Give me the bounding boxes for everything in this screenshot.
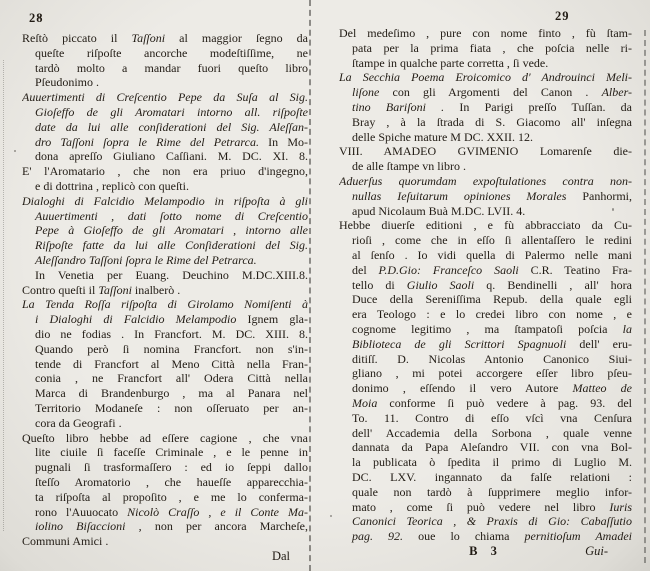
- italic-text-segment: Pepe à Gioſeffo de gli Aromatari , intorno alle: [35, 223, 308, 238]
- italic-text-segment: P.D.Gio: Franceſco Saoli: [378, 262, 519, 277]
- text-segment: non per ancora Marcheſe,: [141, 519, 308, 534]
- page-edge-mark-left: [3, 60, 4, 531]
- text-segment: era Teologo : e lo credei libro con nome , e: [352, 307, 632, 322]
- text-line: [22, 342, 308, 357]
- text-line: [22, 268, 308, 283]
- text-line: [339, 248, 632, 263]
- text-segment: Quando però ſi nomina Francfort. non s'in-: [35, 341, 308, 356]
- text-line: [22, 490, 308, 505]
- left-page-column: [22, 31, 308, 564]
- text-line: [339, 396, 632, 411]
- text-line: [339, 233, 632, 248]
- text-line: [22, 253, 308, 268]
- text-line: [339, 218, 632, 233]
- text-segment: delle Spiche mature M DC. XXII. 12.: [352, 129, 533, 144]
- text-segment: al ſenſo . Io vidi quella di Palermo nelle mani: [352, 247, 632, 262]
- text-line: [339, 26, 632, 41]
- italic-text-segment: Biblioteca de gli Scrittori Spagnuoli: [352, 336, 567, 351]
- text-segment: ditiſſ. D. Nicolas Antonio Canonico Siui-: [352, 351, 632, 366]
- text-line: [22, 519, 308, 534]
- text-segment: In Venetia per Euang. Deuchino M.DC.XIII.8.: [35, 267, 308, 282]
- text-segment: del: [352, 262, 379, 277]
- page-edge-mark-right: [644, 30, 646, 563]
- text-segment: Duce della Sereniſſima Repub. della quale egli: [352, 292, 632, 307]
- text-segment: Ignem gla-: [247, 312, 308, 327]
- italic-text-segment: dro Taſſoni ſopra le Rime del Petrarca.: [35, 134, 259, 149]
- text-segment: lite ciuile ſi faceſſe Criminale , e le penne in: [35, 445, 308, 460]
- text-segment: C.R. Teatino Fra-: [518, 262, 632, 277]
- text-segment: ſtampe in qualche parte corretta , ſi vede.: [352, 55, 549, 70]
- text-line: [339, 41, 632, 56]
- text-line: [339, 278, 632, 293]
- text-line: [22, 386, 308, 401]
- text-line: [339, 485, 632, 500]
- text-segment: Reſtò piccato il: [22, 31, 132, 45]
- text-segment: dannata da Papa Aleſandro VII. con vna Bol-: [352, 440, 632, 455]
- text-segment: Queſto libro hebbe ad eſſere cagione , che vna: [22, 430, 308, 445]
- text-segment: cognome legitimo , ma ſtampatoſi poſcia: [352, 321, 623, 336]
- right-page-text: [339, 26, 632, 544]
- text-line: [22, 357, 308, 372]
- text-line: [339, 204, 632, 219]
- column-divider: [309, 0, 311, 571]
- italic-text-segment: Nicolò Craſſo , e il Conte Ma-: [127, 504, 308, 519]
- text-segment: mato , come ſi può vedere nel libro: [352, 499, 610, 514]
- italic-text-segment: Dialoghi di Falcidio Melampodio in riſpoſta à gli: [22, 193, 308, 208]
- italic-text-segment: Auuertimenti di Creſcentio Pepe da Suſa al Sig.: [22, 90, 308, 105]
- text-line: [339, 174, 632, 189]
- text-segment: Hebbe diuerſe editioni , e fù abbracciato da Cu-: [339, 218, 632, 233]
- text-line: [22, 164, 308, 179]
- text-line: [339, 455, 632, 470]
- text-line: [339, 337, 632, 352]
- italic-text-segment: Iuris: [609, 499, 632, 514]
- text-segment: VIII. AMADEO GVIMENIO Lomarenſe die-: [339, 144, 632, 159]
- text-segment: dell' eru-: [566, 336, 632, 351]
- text-line: [22, 46, 308, 61]
- text-segment: DC. LXV. ingannato da falſe relationi :: [352, 469, 632, 484]
- text-line: [22, 120, 308, 135]
- italic-text-segment: date da lui alle conſiderationi del Sig. Aleſſan-: [35, 119, 308, 134]
- text-line: [339, 470, 632, 485]
- text-segment: queſte riſpoſte ancorche modeſtiſſime, ne: [35, 45, 308, 60]
- text-line: [339, 189, 632, 204]
- scan-speck: [330, 515, 332, 517]
- text-line: [339, 322, 632, 337]
- italic-text-segment: pag. 92.: [352, 529, 404, 544]
- text-line: [339, 144, 632, 159]
- text-line: [22, 105, 308, 120]
- text-segment: Bray , à la ſtrada di S. Giacomo all' inſegna: [352, 114, 632, 129]
- text-segment: dona apreſſo Giuliano Caſſiani. M. DC. XI. 8.: [35, 149, 308, 164]
- text-line: [339, 440, 632, 455]
- text-line: [22, 445, 308, 460]
- text-segment: tello di: [352, 277, 407, 292]
- text-segment: donimo , eſſendo il vero Autore: [352, 381, 573, 396]
- text-line: [22, 90, 308, 105]
- text-line: [22, 149, 308, 164]
- text-line: [339, 100, 632, 115]
- text-segment: inalberò .: [131, 282, 181, 297]
- italic-text-segment: Aduerſus quorumdam expoſtulationes contra non-: [339, 173, 632, 188]
- text-line: [339, 56, 632, 71]
- text-segment: Territorio Modaneſe : non oſſeruato per an-: [35, 400, 308, 415]
- page-number-left: 28: [29, 11, 44, 25]
- italic-text-segment: Giulio Saoli: [406, 277, 475, 292]
- text-segment: dio ne fodias . In Francfort. M. DC. XIII. 8.: [35, 326, 308, 341]
- text-line: [339, 381, 632, 396]
- italic-text-segment: Taſſoni: [131, 31, 166, 45]
- signature-mark: B 3: [469, 543, 502, 558]
- italic-text-segment: Alber-: [601, 85, 632, 100]
- text-line: [339, 159, 632, 174]
- text-line: [339, 292, 632, 307]
- italic-text-segment: nullas Ieſuitarum opiniones Morales: [352, 188, 583, 203]
- text-line: [339, 426, 632, 441]
- text-segment: conia , ne Francfort all' Odera Città nella: [35, 371, 308, 386]
- text-line: [339, 366, 632, 381]
- text-segment: e di dottrina , replicò con queſti.: [35, 178, 189, 193]
- text-line: [22, 327, 308, 342]
- scan-speck: [14, 150, 16, 152]
- text-segment: Panhormi,: [582, 188, 632, 203]
- italic-text-segment: la: [622, 321, 632, 336]
- text-segment: oue lo chiama: [403, 529, 525, 544]
- text-segment: Contro queſti il: [22, 282, 99, 297]
- italic-text-segment: Canonici Teorica , & Praxis di Gio: Cabaſſutio: [352, 514, 632, 529]
- text-line: [339, 411, 632, 426]
- text-line: [339, 263, 632, 278]
- text-segment: cora da Geografi .: [35, 415, 122, 430]
- text-segment: To. 11. Contro di eſſo vſcì vna Cenſura: [352, 410, 632, 425]
- italic-text-segment: Taſſoni: [98, 282, 132, 297]
- text-line: [22, 505, 308, 520]
- text-segment: q. Bendinelli , all' hora: [474, 277, 632, 292]
- italic-text-segment: Auuertimenti , dati ſotto nome di Creſcentio: [35, 208, 308, 223]
- text-segment: tardò molto a mandar fuori queſto libro: [35, 60, 308, 75]
- text-segment: rioſi , come che in eſſo ſi allentaſſero le redini: [352, 233, 632, 248]
- page-number-right: 29: [555, 9, 570, 23]
- text-line: [22, 431, 308, 446]
- text-segment: Del medeſimo , pure con nome finto , fù ſtam-: [339, 26, 632, 40]
- text-line: [339, 529, 632, 544]
- text-line: [22, 283, 308, 298]
- text-segment: gliano , mi potei accorgere eſſer libro pſeu-: [352, 366, 632, 381]
- text-line: [22, 75, 308, 90]
- text-segment: la publicata ò ſpedita il primo di Luglio M.: [352, 455, 632, 470]
- text-line: [339, 70, 632, 85]
- text-line: [22, 401, 308, 416]
- catchword-right: Gui-: [585, 543, 608, 558]
- text-line: [22, 31, 308, 46]
- italic-text-segment: Matteo de: [572, 381, 632, 396]
- italic-text-segment: Riſpoſte fatte da lui alle Conſiderationi del Sig.: [35, 238, 308, 253]
- catchword-left: Dal: [271, 548, 290, 563]
- text-segment: conforme ſi può vedere à pag. 93. del: [377, 395, 632, 410]
- right-page-column: [339, 26, 632, 559]
- text-line: [22, 223, 308, 238]
- text-line: [339, 307, 632, 322]
- italic-text-segment: i Dialoghi di Falcidio Melampodio: [35, 312, 248, 327]
- italic-text-segment: tino Bariſoni .: [352, 99, 445, 114]
- italic-text-segment: La Secchia Poema Eroicomico d' Androuinci Meli-: [339, 70, 632, 85]
- italic-text-segment: iolino Biſaccioni ,: [35, 519, 142, 534]
- text-segment: pata per la prima fiata , che poſcia nelle ri-: [352, 40, 632, 55]
- text-segment: quale non tardò à ſupprimere meglio infor-: [352, 484, 632, 499]
- text-line: [22, 61, 308, 76]
- text-segment: pugnali ſi trasformaſſero : ed io ſeppi dallo: [35, 460, 308, 475]
- text-line: [22, 179, 308, 194]
- text-line: [22, 416, 308, 431]
- text-segment: dell' Accademia della Sorbona , quale venne: [352, 425, 632, 440]
- text-segment: ta riſpoſta al propoſito , e me lo conferma-: [35, 489, 308, 504]
- text-line: [22, 297, 308, 312]
- text-segment: Marca di Brandenburgo , ma al Panara nel: [35, 386, 308, 401]
- text-segment: apud Nicolaum Buà M.DC. LVII. 4.: [352, 203, 526, 218]
- italic-text-segment: La Tenda Roſſa riſpoſta di Girolamo Nomiſenti à: [22, 297, 308, 312]
- text-segment: con gli Argomenti del Canon .: [379, 85, 602, 100]
- text-segment: al maggior ſegno da: [165, 31, 308, 45]
- italic-text-segment: Moia: [352, 395, 378, 410]
- italic-text-segment: pernitioſum Amadei: [524, 529, 632, 544]
- text-segment: rono l'Auuocato: [35, 504, 128, 519]
- text-segment: ſteſſo Aromatorio , che haueſſe apparecchia-: [35, 474, 308, 489]
- text-line: [22, 475, 308, 490]
- text-segment: In Mo-: [259, 134, 308, 149]
- text-line: [22, 194, 308, 209]
- text-line: [339, 115, 632, 130]
- text-line: [22, 371, 308, 386]
- signature-row: [339, 544, 632, 559]
- text-line: [22, 238, 308, 253]
- text-segment: tende di Francfort al Meno Città nella Fran-: [35, 356, 308, 371]
- text-segment: Pſeudonimo .: [35, 75, 100, 90]
- text-line: [22, 312, 308, 327]
- text-segment: Communi Amici .: [22, 534, 109, 549]
- text-line: [22, 135, 308, 150]
- text-line: [339, 514, 632, 529]
- text-line: [339, 500, 632, 515]
- text-line: [22, 534, 308, 549]
- italic-text-segment: liſone: [352, 85, 380, 100]
- catchword-row: [22, 549, 308, 564]
- text-line: [339, 352, 632, 367]
- left-page-text: [22, 31, 308, 549]
- text-segment: de alle ſtampe vn libro .: [352, 159, 466, 174]
- text-line: [339, 85, 632, 100]
- text-segment: E' l'Aromatario , che non era priuo d'ingegno,: [22, 164, 308, 179]
- text-line: [22, 460, 308, 475]
- text-segment: In Parigi preſſo Tuſſan. da: [444, 99, 632, 114]
- text-line: [22, 209, 308, 224]
- italic-text-segment: Gioſeffo de gli Aromatari intorno all. riſpoſte: [35, 104, 308, 119]
- italic-text-segment: Aleſſandro Taſſoni ſopra le Rime del Petrarca.: [35, 252, 257, 267]
- text-line: [339, 130, 632, 145]
